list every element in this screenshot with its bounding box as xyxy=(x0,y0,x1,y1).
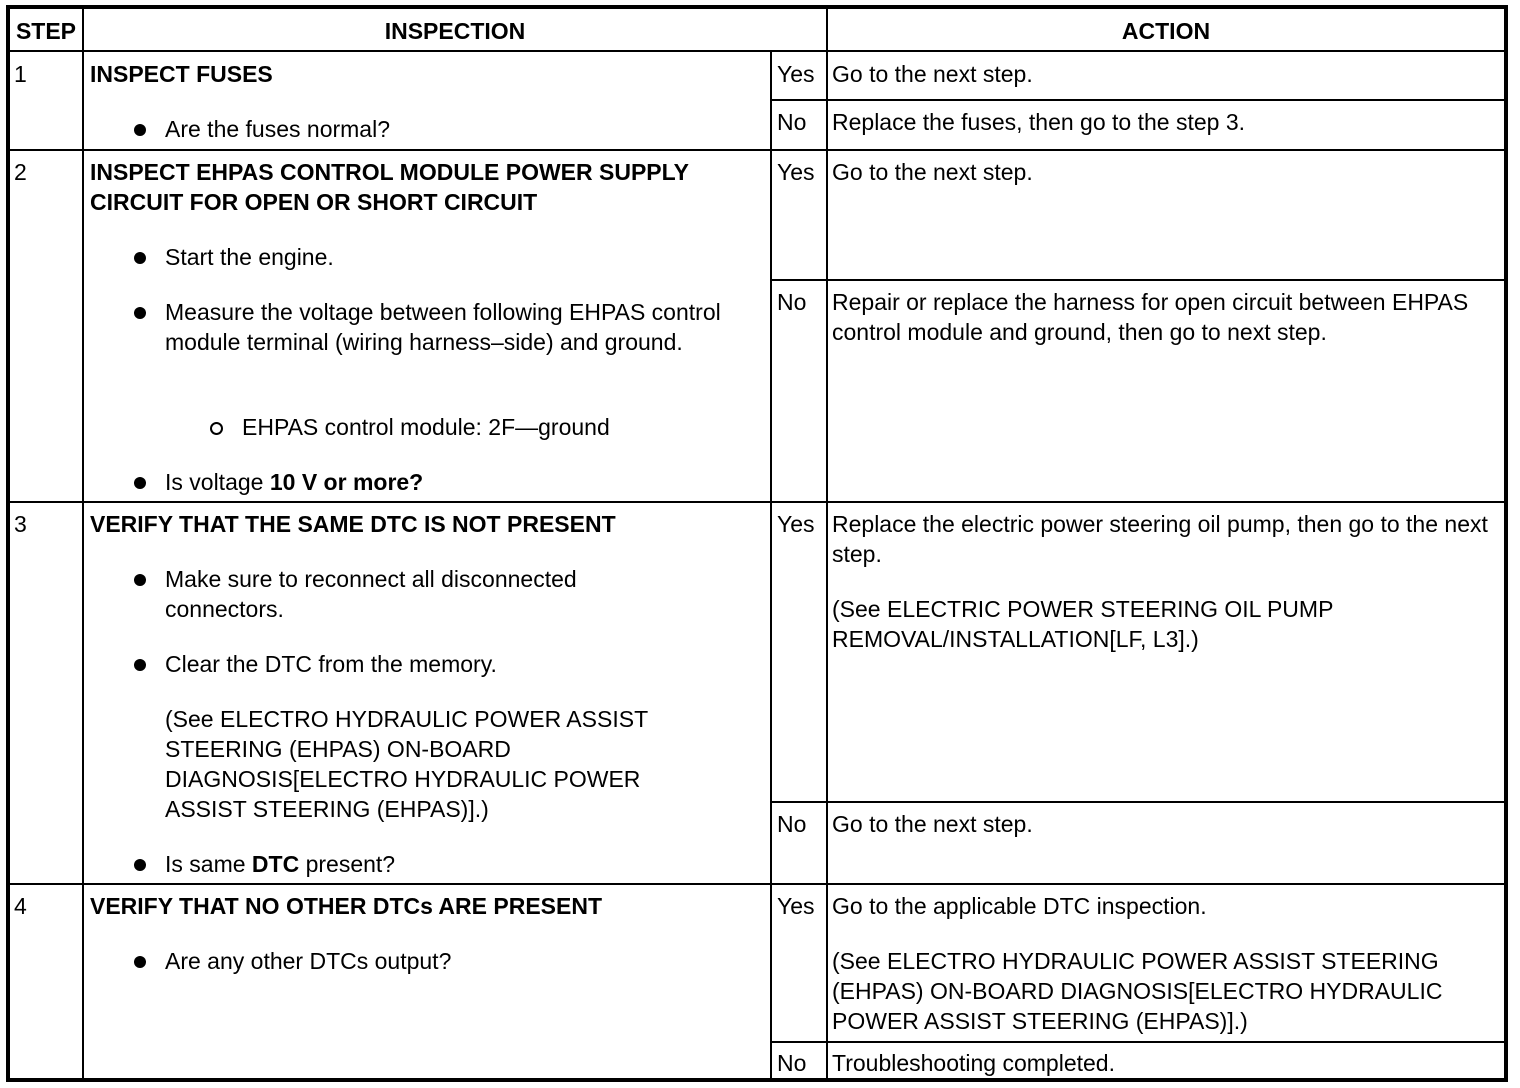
no-action: Repair or replace the harness for open circuit between EHPAS control module and ground, then go to next step. xyxy=(832,289,1469,345)
step-number: 1 xyxy=(14,61,27,87)
yes-action: Go to the next step. xyxy=(832,61,1033,87)
yes-label: Yes xyxy=(777,159,815,185)
bullet-dot-icon xyxy=(134,956,146,968)
yes-action-reference: (See ELECTRIC POWER STEERING OIL PUMP REMOVAL/INSTALLATION[LF, L3].) xyxy=(832,596,1333,652)
bullet-dot-icon xyxy=(134,252,146,264)
no-label: No xyxy=(777,289,807,315)
bullet-dot-icon xyxy=(134,307,146,319)
no-action: Replace the fuses, then go to the step 3. xyxy=(832,109,1246,135)
row4-yesno-rule xyxy=(770,1041,1504,1043)
col-divider-step xyxy=(82,9,84,1078)
row3-bottom-rule xyxy=(10,883,1504,885)
bullet-dot-icon xyxy=(134,477,146,489)
bullet-dot-icon xyxy=(134,859,146,871)
row2-yesno-rule xyxy=(770,279,1504,281)
step-title: VERIFY THAT NO OTHER DTCs ARE PRESENT xyxy=(90,893,603,919)
step-number: 2 xyxy=(14,159,27,185)
header-action: ACTION xyxy=(1121,18,1211,44)
no-label: No xyxy=(777,811,807,837)
yes-label: Yes xyxy=(777,511,815,537)
step-number: 3 xyxy=(14,511,27,537)
yes-action: Go to the applicable DTC inspection. xyxy=(832,893,1207,919)
no-label: No xyxy=(777,109,807,135)
yes-action: Go to the next step. xyxy=(832,159,1033,185)
step-title: VERIFY THAT THE SAME DTC IS NOT PRESENT xyxy=(90,511,616,537)
no-action: Troubleshooting completed. xyxy=(832,1050,1115,1076)
header-inspection: INSPECTION xyxy=(384,18,526,44)
yes-action: Replace the electric power steering oil pump, then go to the next step. xyxy=(832,511,1488,567)
step-title: INSPECT FUSES xyxy=(90,61,273,87)
row2-bottom-rule xyxy=(10,501,1504,503)
inspection-table: STEP INSPECTION ACTION 1 INSPECT FUSES Are the fuses normal? Yes Go to the next step. No Replace the fuses, then go to the step 3. 2 INSPECT EHPAS CONTROL MODULE POWER SUPPLY CIRCUIT FOR OPEN OR SHORT CIRCUIT Start the engine. Measure the voltage between following EHPAS control module terminal (wiring harness–side) and ground. EHPAS control module: 2F—ground Is voltage 10 V or more? Yes Go to the next step. No Repair or replace the harness for open circuit between EHPAS control module and ground, then go to next step. 3 VERIFY THAT THE SAME DTC IS NOT PRESENT Make sure to reconnect all disconnected connectors. Clear the DTC from the memory. (See ELECTRO HYDRAULIC POWER ASSIST STEERING (EHPAS) ON-BOARD DIAGNOSIS[ELECTRO HYDRAULIC POWER ASSIST STEERING (EHPAS)].) Is same DTC present? Yes Replace the electric power steering oil pump, then go to the next step. (See ELECTRIC POWER STEERING OIL PUMP REMOVAL/INSTALLATION[LF, L3].) No Go to the next step. 4 VERIFY THAT NO OTHER DTCs ARE PRESENT Are any other DTCs output? Yes Go to the applicable DTC inspection. (See ELECTRO HYDRAULIC POWER ASSIST STEERING (EHPAS) ON-BOARD DIAGNOSIS[ELECTRO HYDRAULIC POWER ASSIST STEERING (EHPAS)].) No Troubleshooting completed. xyxy=(6,5,1508,1082)
col-divider-action xyxy=(826,9,828,1078)
header-step: STEP xyxy=(15,18,77,44)
bullet-dot-icon xyxy=(134,659,146,671)
no-action: Go to the next step. xyxy=(832,811,1033,837)
row1-yesno-rule xyxy=(770,99,1504,101)
row3-yesno-rule xyxy=(770,801,1504,803)
circle-bullet-icon xyxy=(210,422,223,435)
step-number: 4 xyxy=(14,893,27,919)
col-divider-yesno xyxy=(770,51,772,1078)
bullet-dot-icon xyxy=(134,124,146,136)
yes-action-reference: (See ELECTRO HYDRAULIC POWER ASSIST STEERING (EHPAS) ON-BOARD DIAGNOSIS[ELECTRO HYDRAULIC POWER ASSIST STEERING (EHPAS)].) xyxy=(832,948,1443,1034)
yes-label: Yes xyxy=(777,61,815,87)
no-label: No xyxy=(777,1050,807,1076)
step-title: INSPECT EHPAS CONTROL MODULE POWER SUPPLY CIRCUIT FOR OPEN OR SHORT CIRCUIT xyxy=(90,159,689,215)
bullet-dot-icon xyxy=(134,574,146,586)
row1-bottom-rule xyxy=(10,149,1504,151)
yes-label: Yes xyxy=(777,893,815,919)
inspection-reference: (See ELECTRO HYDRAULIC POWER ASSIST STEERING (EHPAS) ON-BOARD DIAGNOSIS[ELECTRO HYDRAULIC POWER ASSIST STEERING (EHPAS)].) xyxy=(165,706,648,822)
